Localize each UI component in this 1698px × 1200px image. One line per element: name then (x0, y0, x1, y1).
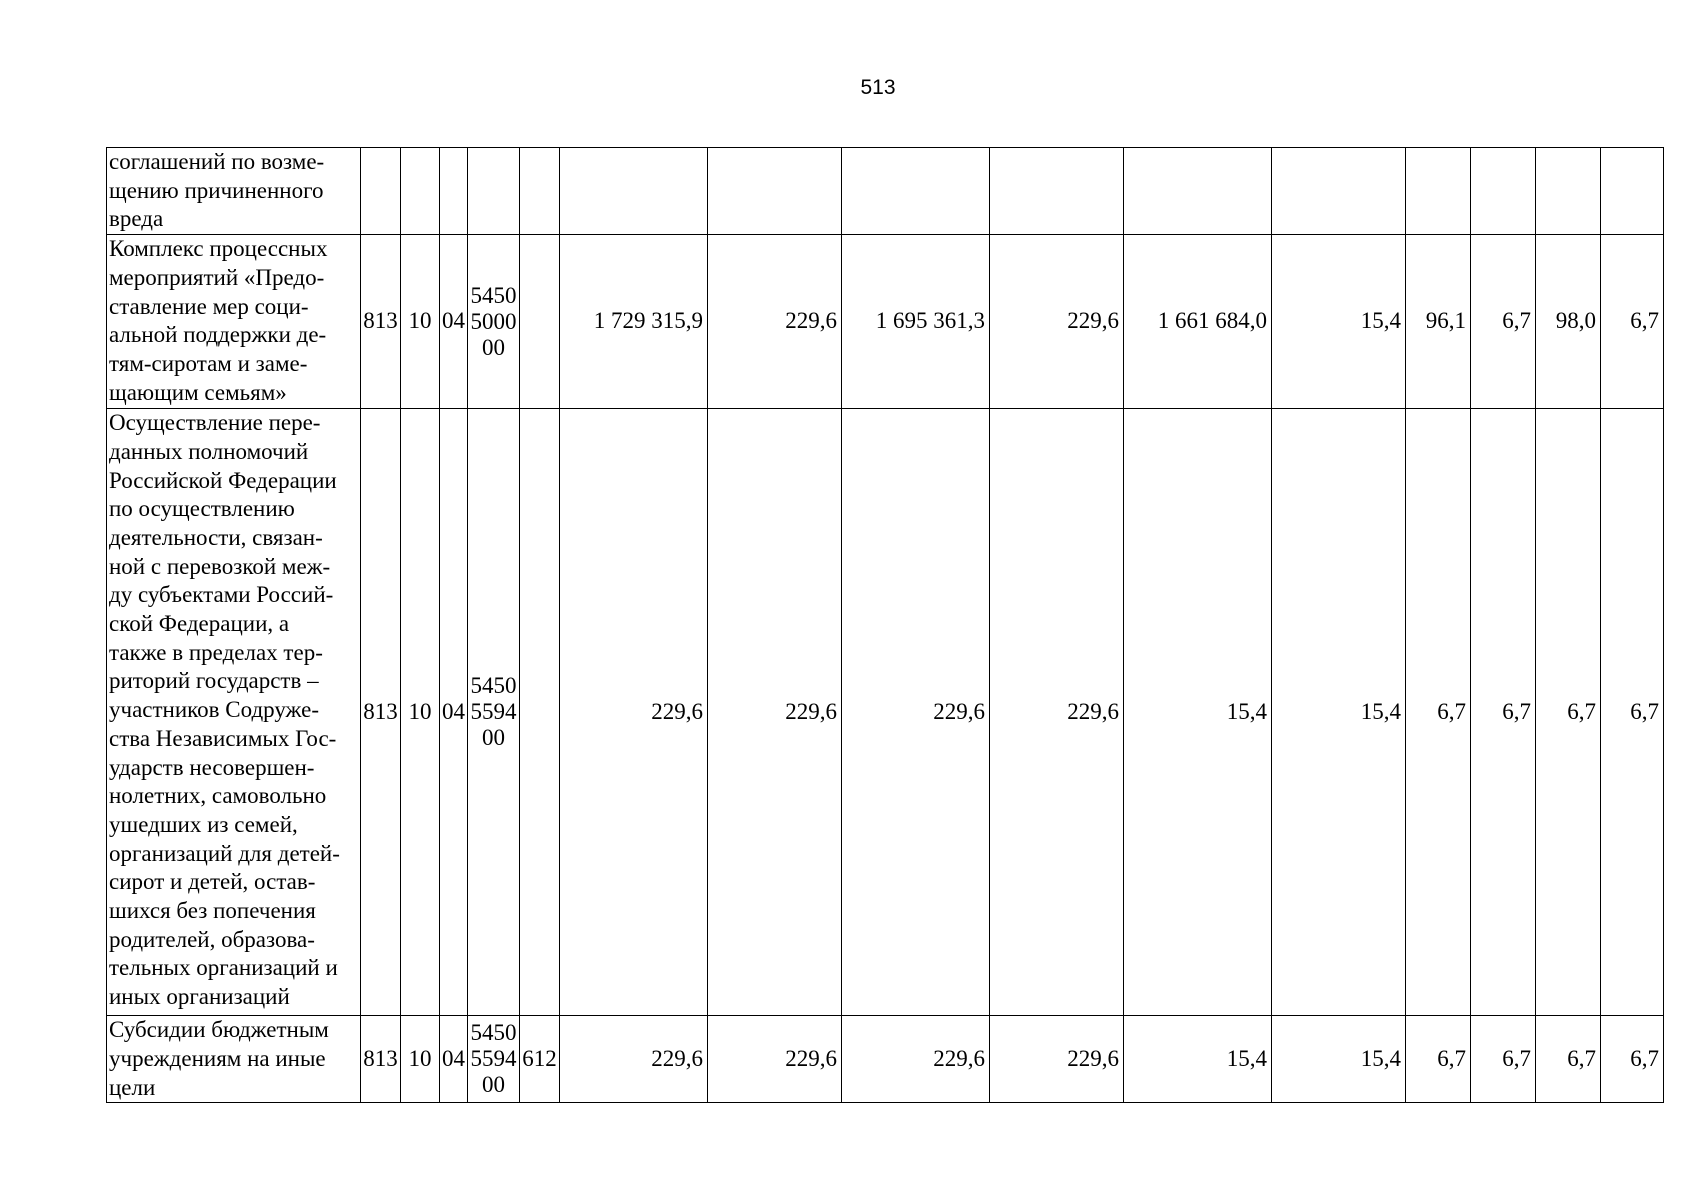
value-cell: 229,6 (842, 409, 990, 1016)
target-article-cell (468, 235, 520, 409)
target-article-part: 5450 (470, 1020, 517, 1046)
row-name-line: альной поддержки де- (109, 322, 327, 348)
row-name-line: учреждениям на иные (109, 1045, 326, 1071)
table-row (107, 1016, 1664, 1103)
value-cell: 229,6 (708, 235, 842, 409)
page-number: 513 (860, 76, 896, 99)
value-cell: 6,7 (1601, 235, 1664, 409)
value-cell: 6,7 (1536, 1016, 1601, 1103)
value-cell (990, 148, 1124, 235)
row-name-line: щающим семьям» (109, 379, 287, 405)
row-name-line: сирот и детей, остав- (109, 869, 316, 895)
section-cell: 10 (401, 235, 440, 409)
value-cell: 15,4 (1272, 409, 1406, 1016)
row-name-line: Комплекс процессных (109, 236, 328, 262)
value-cell: 229,6 (990, 235, 1124, 409)
target-article-part: 00 (482, 1072, 505, 1098)
row-name-line: шихся без попечения (109, 898, 316, 924)
value-cell: 6,7 (1601, 1016, 1664, 1103)
value-cell (1272, 148, 1406, 235)
value-cell (1471, 148, 1536, 235)
row-name-line: ской Федерации, а (109, 611, 290, 637)
row-name-line: данных полномочий (109, 438, 309, 464)
section-cell (401, 148, 440, 235)
row-name-line: родителей, образова- (109, 926, 315, 952)
value-cell: 98,0 (1536, 235, 1601, 409)
expense-type-cell (520, 235, 560, 409)
grbs-cell: 813 (361, 1016, 401, 1103)
target-article-part: 5594 (470, 699, 517, 725)
row-name-cell (107, 235, 361, 409)
row-name-line: организаций для детей- (109, 840, 340, 866)
row-name-line: ду субъектами Россий- (109, 582, 334, 608)
value-cell: 15,4 (1272, 1016, 1406, 1103)
section-cell: 10 (401, 1016, 440, 1103)
value-cell: 229,6 (990, 1016, 1124, 1103)
value-cell: 15,4 (1272, 235, 1406, 409)
row-name-line: также в пределах тер- (109, 639, 323, 665)
row-name-line: Российской Федерации (109, 467, 337, 493)
value-cell: 229,6 (708, 409, 842, 1016)
value-cell: 96,1 (1406, 235, 1471, 409)
value-cell: 15,4 (1124, 1016, 1272, 1103)
value-cell: 1 661 684,0 (1124, 235, 1272, 409)
value-cell: 15,4 (1124, 409, 1272, 1016)
value-cell: 229,6 (990, 409, 1124, 1016)
row-name-line: ставление мер соци- (109, 293, 309, 319)
row-name-line: соглашений по возме- (109, 149, 325, 174)
row-name-line: ной с перевозкой меж- (109, 553, 331, 579)
subsection-cell: 04 (440, 235, 468, 409)
value-cell: 1 729 315,9 (560, 235, 708, 409)
grbs-cell (361, 148, 401, 235)
row-name-line: цели (109, 1074, 156, 1100)
row-name-line: вреда (109, 206, 164, 232)
row-name-line: участников Содруже- (109, 697, 319, 723)
target-article-cell (468, 409, 520, 1016)
row-name-line: Осуществление пере- (109, 410, 321, 436)
value-cell: 6,7 (1471, 1016, 1536, 1103)
value-cell (1601, 148, 1664, 235)
row-name-cell (107, 409, 361, 1016)
table-row (107, 409, 1664, 1016)
expense-type-cell (520, 409, 560, 1016)
table-row (107, 235, 1664, 409)
value-cell (842, 148, 990, 235)
value-cell: 229,6 (708, 1016, 842, 1103)
value-cell: 6,7 (1406, 409, 1471, 1016)
value-cell: 6,7 (1406, 1016, 1471, 1103)
target-article-part: 00 (482, 334, 505, 360)
value-cell: 6,7 (1536, 409, 1601, 1016)
row-name-line: по осуществлению (109, 496, 295, 522)
row-name-line: ударств несовершен- (109, 754, 315, 780)
target-article-cell (468, 148, 520, 235)
row-name-cell (107, 1016, 361, 1103)
value-cell (560, 148, 708, 235)
grbs-cell: 813 (361, 235, 401, 409)
row-name-line: нолетних, самовольно (109, 783, 327, 809)
row-name-line: щению причиненного (109, 177, 324, 203)
value-cell: 6,7 (1471, 409, 1536, 1016)
row-name-line: тям-сиротам и заме- (109, 350, 308, 376)
value-cell (1406, 148, 1471, 235)
row-name-line: ушедших из семей, (109, 811, 298, 837)
expense-type-cell (520, 148, 560, 235)
value-cell: 6,7 (1471, 235, 1536, 409)
row-name-cell (107, 148, 361, 235)
value-cell: 229,6 (842, 1016, 990, 1103)
row-name-line: тельных организаций и (109, 955, 338, 981)
row-name-line: иных организаций (109, 984, 290, 1010)
subsection-cell: 04 (440, 409, 468, 1016)
value-cell (1124, 148, 1272, 235)
row-name-line: мероприятий «Предо- (109, 264, 325, 290)
grbs-cell: 813 (361, 409, 401, 1016)
value-cell: 229,6 (560, 1016, 708, 1103)
section-cell: 10 (401, 409, 440, 1016)
target-article-cell (468, 1016, 520, 1103)
row-name-line: Субсидии бюджетным (109, 1017, 329, 1043)
target-article-part: 00 (482, 725, 505, 751)
budget-table (106, 147, 1664, 1103)
target-article-part: 5450 (470, 282, 517, 308)
subsection-cell (440, 148, 468, 235)
value-cell: 1 695 361,3 (842, 235, 990, 409)
subsection-cell: 04 (440, 1016, 468, 1103)
value-cell (708, 148, 842, 235)
row-name-line: риторий государств – (109, 668, 319, 694)
target-article-part: 5594 (470, 1046, 517, 1072)
value-cell (1536, 148, 1601, 235)
target-article-part: 5000 (470, 308, 517, 334)
row-name-line: ства Независимых Гос- (109, 725, 337, 751)
value-cell: 229,6 (560, 409, 708, 1016)
value-cell: 6,7 (1601, 409, 1664, 1016)
table-row (107, 148, 1664, 235)
target-article-part: 5450 (470, 673, 517, 699)
row-name-line: деятельности, связан- (109, 524, 323, 550)
expense-type-cell: 612 (520, 1016, 560, 1103)
